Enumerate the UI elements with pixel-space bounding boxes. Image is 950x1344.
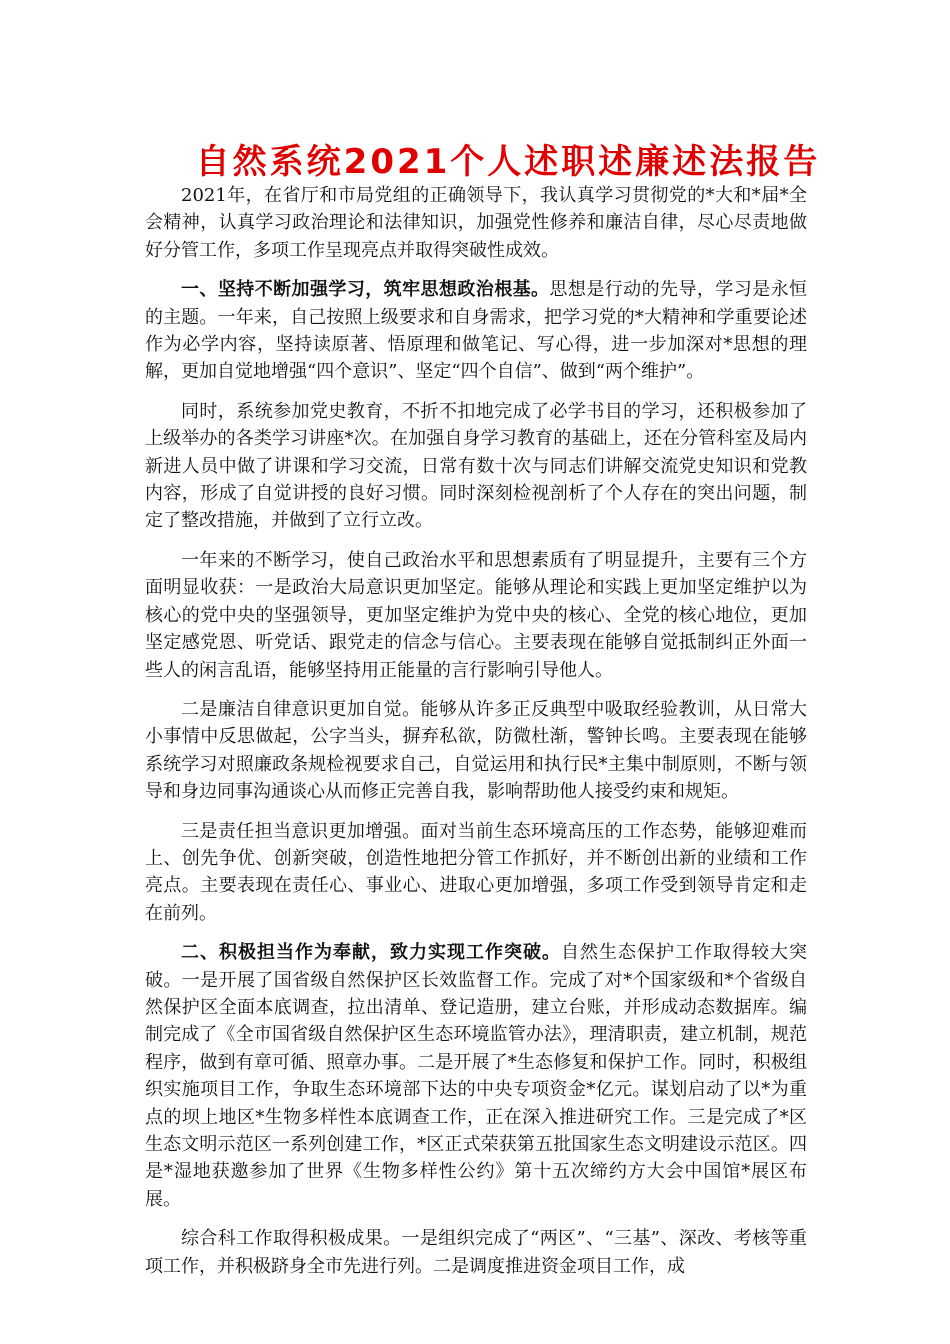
paragraph-text: 自然生态保护工作取得较大突破。一是开展了国省级自然保护区长效监督工作。完成了对*个国家级和*个省级自然保护区全面本底调查，拉出清单、登记造册，建立台账，并形成动态数据库。编制完成了《全市国省级自然保护区生态环境监管办法》，理清职责，建立机制，规范程序，做到有章可循、照章办事。二是开展了*生态修复和保护工作。同时，积极组织实施项目工作，争取生态环境部下达的中央专项资金*亿元。谋划启动了以*为重点的坝上地区*生物多样性本底调查工作，正在深入推进研究工作。三是完成了*区生态文明示范区一系列创建工作，*区正式荣获第五批国家生态文明建设示范区。四是*湿地获邀参加了世界《生物多样性公约》第十五次缔约方大会中国馆*展区布展。 [145,942,807,1210]
paragraph-text: 综合科工作取得积极成果。一是组织完成了“两区”、“三基”、深改、考核等重项工作，并积极跻身全市先进行列。二是调度推进资金项目工作，成 [145,1228,807,1277]
paragraph-study-results [145,547,807,684]
paragraph-section-two [145,939,807,1213]
document-body [145,182,807,1292]
section-heading-one: 一、坚持不断加强学习，筑牢思想政治根基。 [181,279,550,301]
paragraph-text: 思想是行动的先导，学习是永恒的主题。一年来，自己按照上级要求和自身需求，把学习党的*大精神和学重要论述作为必学内容，坚持读原著、悟原理和做笔记、写心得，进一步加深对*思想的理解，更加自觉地增强“四个意识”、坚定“四个自信”、做到“两个维护”。 [145,279,807,383]
paragraph-intro [145,182,807,264]
paragraph-text: 一年来的不断学习，使自己政治水平和思想素质有了明显提升，主要有三个方面明显收获：一是政治大局意识更加坚定。能够从理论和实践上更加坚定维护以为核心的党中央的坚强领导，更加坚定维护为党中央的核心、全党的核心地位，更加坚定感党恩、听党话、跟党走的信念与信心。主要表现在能够自觉抵制纠正外面一些人的闲言乱语，能够坚持用正能量的言行影响引导他人。 [145,549,807,681]
paragraph-integrity [145,696,807,806]
paragraph-text: 同时，系统参加党史教育，不折不扣地完成了必学书目的学习，还积极参加了上级举办的各类学习讲座*次。在加强自身学习教育的基础上，还在分管科室及局内新进人员中做了讲课和学习交流，日常有数十次与同志们讲解交流党史知识和党教内容，形成了自觉讲授的良好习惯。同时深刻检视剖析了个人存在的突出问题，制定了整改措施，并做到了立行立改。 [145,400,807,532]
paragraph-party-history [145,398,807,535]
paragraph-text: 三是责任担当意识更加增强。面对当前生态环境高压的工作态势，能够迎难而上、创先争优、创新突破，创造性地把分管工作抓好，并不断创出新的业绩和工作亮点。主要表现在责任心、事业心、进取心更加增强，多项工作受到领导肯定和走在前列。 [145,820,807,924]
paragraph-section-one [145,276,807,386]
paragraph-general-office [145,1225,807,1280]
section-heading-two: 二、积极担当作为奉献，致力实现工作突破。 [181,942,561,964]
paragraph-text: 二是廉洁自律意识更加自觉。能够从许多正反典型中吸取经验教训，从日常大小事情中反思做起，公字当头，摒弃私欲，防微杜渐，警钟长鸣。主要表现在能够系统学习对照廉政条规检视要求自己，自觉运用和执行民*主集中制原则，不断与领导和身边同事沟通谈心从而修正完善自我，影响帮助他人接受约束和规矩。 [145,698,807,803]
paragraph-text: 2021年，在省厅和市局党组的正确领导下，我认真学习贯彻党的*大和*届*全会精神，认真学习政治理论和法律知识，加强党性修养和廉洁自律，尽心尽责地做好分管工作，多项工作呈现亮点并取得突破性成效。 [145,185,807,261]
document-title: 自然系统2021个人述职述廉述法报告 [195,142,821,182]
paragraph-responsibility [145,818,807,928]
